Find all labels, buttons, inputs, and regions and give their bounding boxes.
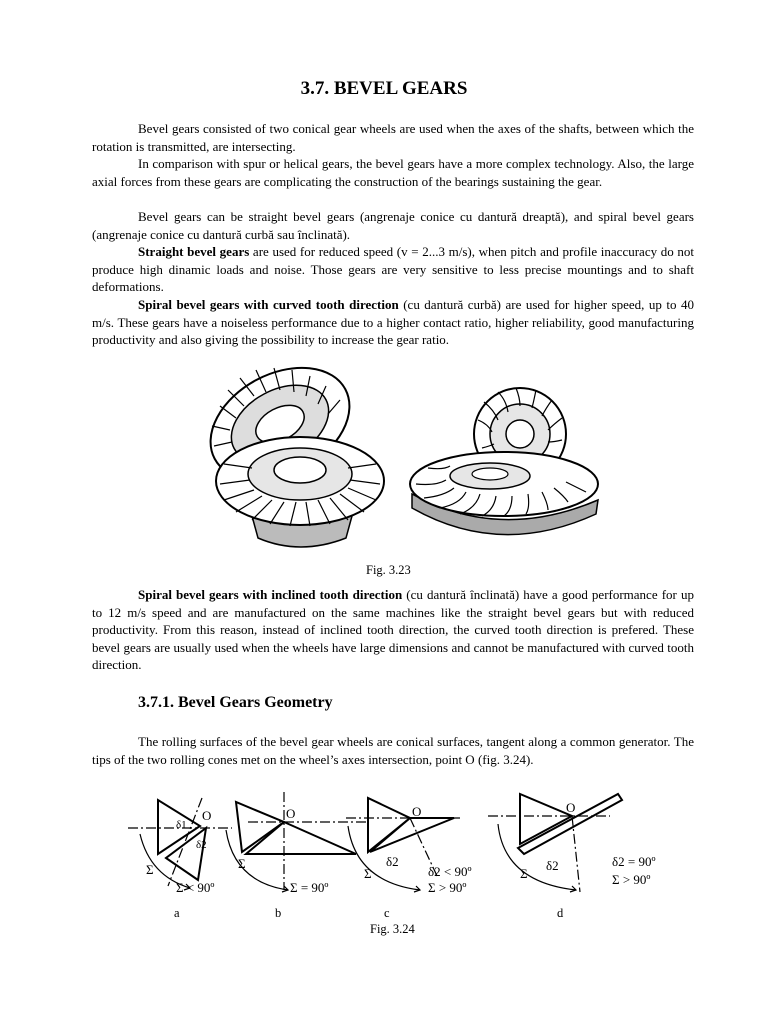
- fig-3-23-caption: Fig. 3.23: [366, 563, 411, 577]
- paragraph-3: [92, 208, 694, 243]
- bevel-gear-geometry-diagram: [120, 790, 700, 906]
- label-cond-b: Σ = 90º: [290, 880, 329, 895]
- label-cond-c2: Σ > 90º: [428, 880, 467, 895]
- paragraph-7-text: The rolling surfaces of the bevel gear wheels are conical surfaces, tangent along a common generator. The tips of the two rolling cones met on the wheel’s axes intersection, point O (fig. 3.24).: [92, 734, 694, 767]
- paragraph-4-text: are used for reduced speed (v = 2...3 m/s), when pitch and profile inaccuracy do not produce high dinamic loads and noise. Those gears are very sensitive to less precise mountings and to shaft deformations.: [92, 244, 694, 294]
- paragraph-5-bold: Spiral bevel gears with curved tooth direction: [138, 297, 399, 312]
- spiral-bevel-gear: [410, 452, 598, 535]
- label-delta1-a: δ1: [176, 819, 187, 831]
- label-sigma-d: Σ: [520, 866, 528, 881]
- paragraph-4: [92, 243, 694, 296]
- sub-label-d: d: [557, 906, 564, 920]
- label-delta2-a: δ2: [196, 839, 207, 851]
- sub-label-a: a: [174, 906, 180, 920]
- straight-bevel-gear-bottom: [216, 437, 384, 547]
- sub-label-b: b: [275, 906, 282, 920]
- label-delta2-c: δ2: [386, 854, 399, 869]
- paragraph-3-text: Bevel gears can be straight bevel gears (angrenaje conice cu dantură dreaptă), and spiral bevel gears (angrenaje conice cu dantură curbă sau înclinată).: [92, 209, 694, 242]
- label-sigma-c: Σ: [364, 866, 372, 881]
- label-o-d: O: [566, 800, 576, 815]
- label-cond-d1: δ2 = 90º: [612, 854, 656, 869]
- fig-3-24-caption: Fig. 3.24: [370, 922, 415, 936]
- paragraph-5-text: (cu dantură curbă) are used for higher speed, up to 40 m/s. These gears have a noiseless performance due to a higher contact ratio, higher reliability, good manufacturing productivity and also giving the possibility to increase the gear ratio.: [92, 297, 694, 347]
- label-sigma-a: Σ: [146, 862, 154, 877]
- label-o-a: O: [202, 808, 212, 823]
- paragraph-1-text: Bevel gears consisted of two conical gear wheels are used when the axes of the shafts, between which the rotation is transmitted, are intersecting.: [92, 121, 694, 154]
- paragraph-7: [92, 733, 694, 768]
- diagram-d: [488, 794, 622, 892]
- label-sigma-b: Σ: [238, 856, 246, 871]
- paragraph-6: [92, 586, 694, 674]
- paragraph-4-bold: Straight bevel gears: [138, 244, 250, 259]
- sub-label-c: c: [384, 906, 390, 920]
- label-cond-d2: Σ > 90º: [612, 872, 651, 887]
- paragraph-2-text: In comparison with spur or helical gears, the bevel gears have a more complex technology. Also, the large axial forces from these gears are complicating the construction of the bearings sustaining the gear.: [92, 156, 694, 189]
- diagram-b: [226, 792, 366, 892]
- paragraph-6-bold: Spiral bevel gears with inclined tooth direction: [138, 587, 403, 602]
- subsection-title: 3.7.1. Bevel Gears Geometry: [138, 694, 333, 711]
- paragraph-2: [92, 155, 694, 190]
- diagram-a: [128, 798, 232, 890]
- paragraph-6-text: (cu dantură înclinată) have a good performance for up to 12 m/s speed and are manufactured on the same machines like the straight bevel gears but with reduced productivity. From this reason, instead of inclined tooth direction, the curved tooth direction is prefered. These bevel gears are usually used when the wheels have large dimensions and cannot be manufactured with curved tooth direction.: [92, 587, 694, 672]
- section-title: 3.7. BEVEL GEARS: [300, 78, 468, 99]
- label-o-b: O: [286, 806, 296, 821]
- paragraph-1: [92, 120, 694, 155]
- label-delta2-d: δ2: [546, 858, 559, 873]
- paragraph-5: [92, 296, 694, 349]
- label-cond-c1: δ2 < 90º: [428, 864, 472, 879]
- bevel-gears-illustration: [200, 366, 600, 562]
- label-o-c: O: [412, 804, 422, 819]
- label-cond-a: Σ < 90º: [176, 880, 215, 895]
